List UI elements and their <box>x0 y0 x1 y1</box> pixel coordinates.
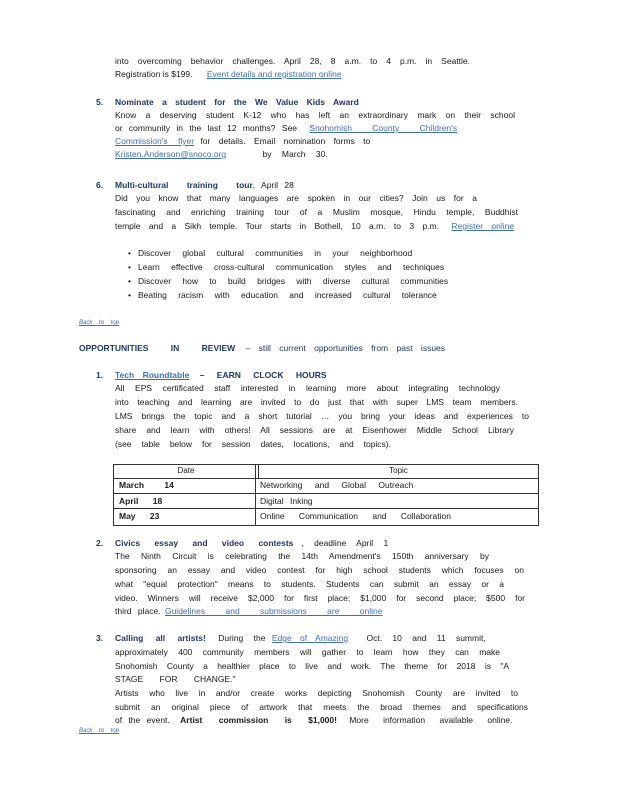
session-table-body <box>113 464 539 527</box>
opp3-line6: submit an original piece of artwork that meets the broad themes and specifications <box>115 702 528 712</box>
opp2-line5 <box>115 606 389 617</box>
table-cell-topic: Digital Inking <box>260 496 313 506</box>
item6-line3 <box>115 221 522 232</box>
item5-line3 <box>115 136 370 147</box>
bullet-dot-icon: • <box>128 290 131 300</box>
opp3-more-info: More information available online. <box>349 715 513 725</box>
table-cell-date: April 18 <box>119 496 163 506</box>
back-to-top-link[interactable]: Back to top <box>79 728 120 734</box>
table-cell-date: May 23 <box>119 511 160 521</box>
item4-line1: into overcoming behavior challenges. April 28, 8 a.m. to 4 p.m. in Seattle. <box>115 56 470 66</box>
bullet-text: Beating racism with education and increased cultural tolerance <box>138 290 437 300</box>
opp3-line4: STAGE FOR CHANGE." <box>115 674 236 684</box>
item6-title: Multi-cultural training tour <box>115 180 253 190</box>
opp3-line3: Snohomish County a healthier place to live and work. The theme for 2018 is "A <box>115 661 509 671</box>
opp1-line1: All EPS certificated staff interested in learning more about integrating technology <box>115 383 500 393</box>
bullet-dot-icon: • <box>128 276 131 286</box>
bullet-dot-icon: • <box>128 248 131 258</box>
table-cell-topic: Networking and Global Outreach <box>260 480 414 490</box>
bullet-dot-icon: • <box>128 262 131 272</box>
edge-of-amazing-link[interactable]: Edge of Amazing <box>271 633 349 643</box>
opp3-number: 3. <box>96 633 104 643</box>
table-cell-date: March 14 <box>119 480 174 490</box>
opp3-during: During the <box>218 633 266 643</box>
item6-title-line <box>115 180 294 191</box>
opp3-line7 <box>115 715 512 726</box>
event-details-link[interactable]: Event details and registration online <box>206 69 342 79</box>
bullet-item <box>128 290 437 301</box>
item5-line4 <box>115 149 328 160</box>
item5-line3-text: for details. Email nomination forms to <box>200 136 371 146</box>
opp3-line5: Artists who live in and/or create works depicting Snohomish County are invited to <box>115 688 518 698</box>
opp3-title: Calling all artists! <box>115 633 206 643</box>
opp3-line2: approximately 400 community members will gather to learn how they can make <box>115 647 500 657</box>
opp1-title-rest: – EARN CLOCK HOURS <box>199 370 327 380</box>
item4-line2 <box>115 69 342 80</box>
opp2-line1: The Ninth Circuit is celebrating the 14th Amendment's 150th anniversary by <box>115 551 489 561</box>
opp2-title-line <box>115 538 388 549</box>
item6-line3-text: temple and a Sikh temple. Tour starts in Bothell, 10 a.m. to 3 p.m. <box>115 221 439 231</box>
bullet-text: Discover how to build bridges with diverse cultural communities <box>138 276 449 286</box>
opp2-number: 2. <box>96 538 104 548</box>
opp2-line2: sponsoring an essay and video contest for high school students which focuses on <box>115 565 524 575</box>
item5-line4-text: by March 30. <box>262 149 328 159</box>
item5-number: 5. <box>96 97 104 107</box>
item5-line2 <box>115 123 457 134</box>
item6-number: 6. <box>96 180 104 190</box>
opp1-line3: LMS brings the topic and a short tutorial … you bring your ideas and experiences to <box>115 411 529 421</box>
bullet-item <box>128 248 412 259</box>
childrens-commission-link[interactable]: Snohomish County Children's <box>309 123 458 133</box>
opp2-line4: video. Winners will receive $2,000 for first place; $1,000 for second place; $500 for <box>115 593 525 603</box>
back-to-top-link[interactable]: Back to top <box>79 320 120 326</box>
table-outer-border <box>113 464 539 526</box>
opp2-third-place: third place. <box>115 606 161 616</box>
register-online-link[interactable]: Register online <box>451 221 515 231</box>
opp3-event-text: of the event. <box>115 715 170 725</box>
opp1-line2: into teaching and learning are invited to do just that with super LMS team members. <box>115 397 518 407</box>
item6-line2: fascinating and enriching training tour of a Muslim mosque, Hindu temple, Buddhist <box>115 207 518 217</box>
bullet-item <box>128 262 444 273</box>
opp3-line1 <box>115 633 486 644</box>
table-header-topic: Topic <box>259 465 539 479</box>
table-header-date: Date <box>114 465 259 479</box>
item5-line1: Know a deserving student K-12 who has left an extraordinary mark on their school <box>115 110 515 120</box>
section-title: OPPORTUNITIES IN REVIEW <box>79 343 236 353</box>
item4-registration-text: Registration is $199. <box>115 69 193 79</box>
opp1-line4: share and learn with others! All sessions are at Eisenhower Middle School Library <box>115 425 514 435</box>
opportunities-section-header <box>79 343 445 353</box>
section-subtitle: – still current opportunities from past issues <box>245 343 446 353</box>
opp3-summit-dates: Oct. 10 and 11 summit, <box>366 633 486 643</box>
item6-line1: Did you know that many languages are spoken in our cities? Join us for a <box>115 193 477 203</box>
guidelines-link[interactable]: Guidelines and submissions are online <box>164 606 383 616</box>
artist-commission-text: Artist commission is $1,000! <box>180 715 337 725</box>
item5-title: Nominate a student for the We Value Kids Award <box>115 97 359 107</box>
tech-roundtable-link[interactable]: Tech Roundtable <box>115 370 190 380</box>
opp1-number: 1. <box>96 370 104 380</box>
opp1-title-line <box>115 370 327 381</box>
opp2-line3: what "equal protection" means to students. Students can submit an essay or a <box>115 579 504 589</box>
item6-date: , April 28 <box>252 180 294 190</box>
opp2-title: Civics essay and video contests <box>115 538 294 548</box>
kristen-email-link[interactable]: Kristen.Anderson@snoco.org <box>115 149 227 159</box>
bullet-text: Learn effective cross-cultural communication styles and techniques <box>138 262 445 272</box>
table-cell-topic: Online Communication and Collaboration <box>260 511 451 521</box>
bullet-text: Discover global cultural communities in your neighborhood <box>138 248 413 258</box>
item5-line2-text: or community in the last 12 months? See <box>115 123 298 133</box>
opp2-deadline: , deadline April 1 <box>301 538 389 548</box>
commission-flyer-link[interactable]: Commission's flyer <box>115 136 195 146</box>
opp1-line5: (see table below for session dates, locations, and topics). <box>115 439 391 449</box>
bullet-item <box>128 276 448 287</box>
